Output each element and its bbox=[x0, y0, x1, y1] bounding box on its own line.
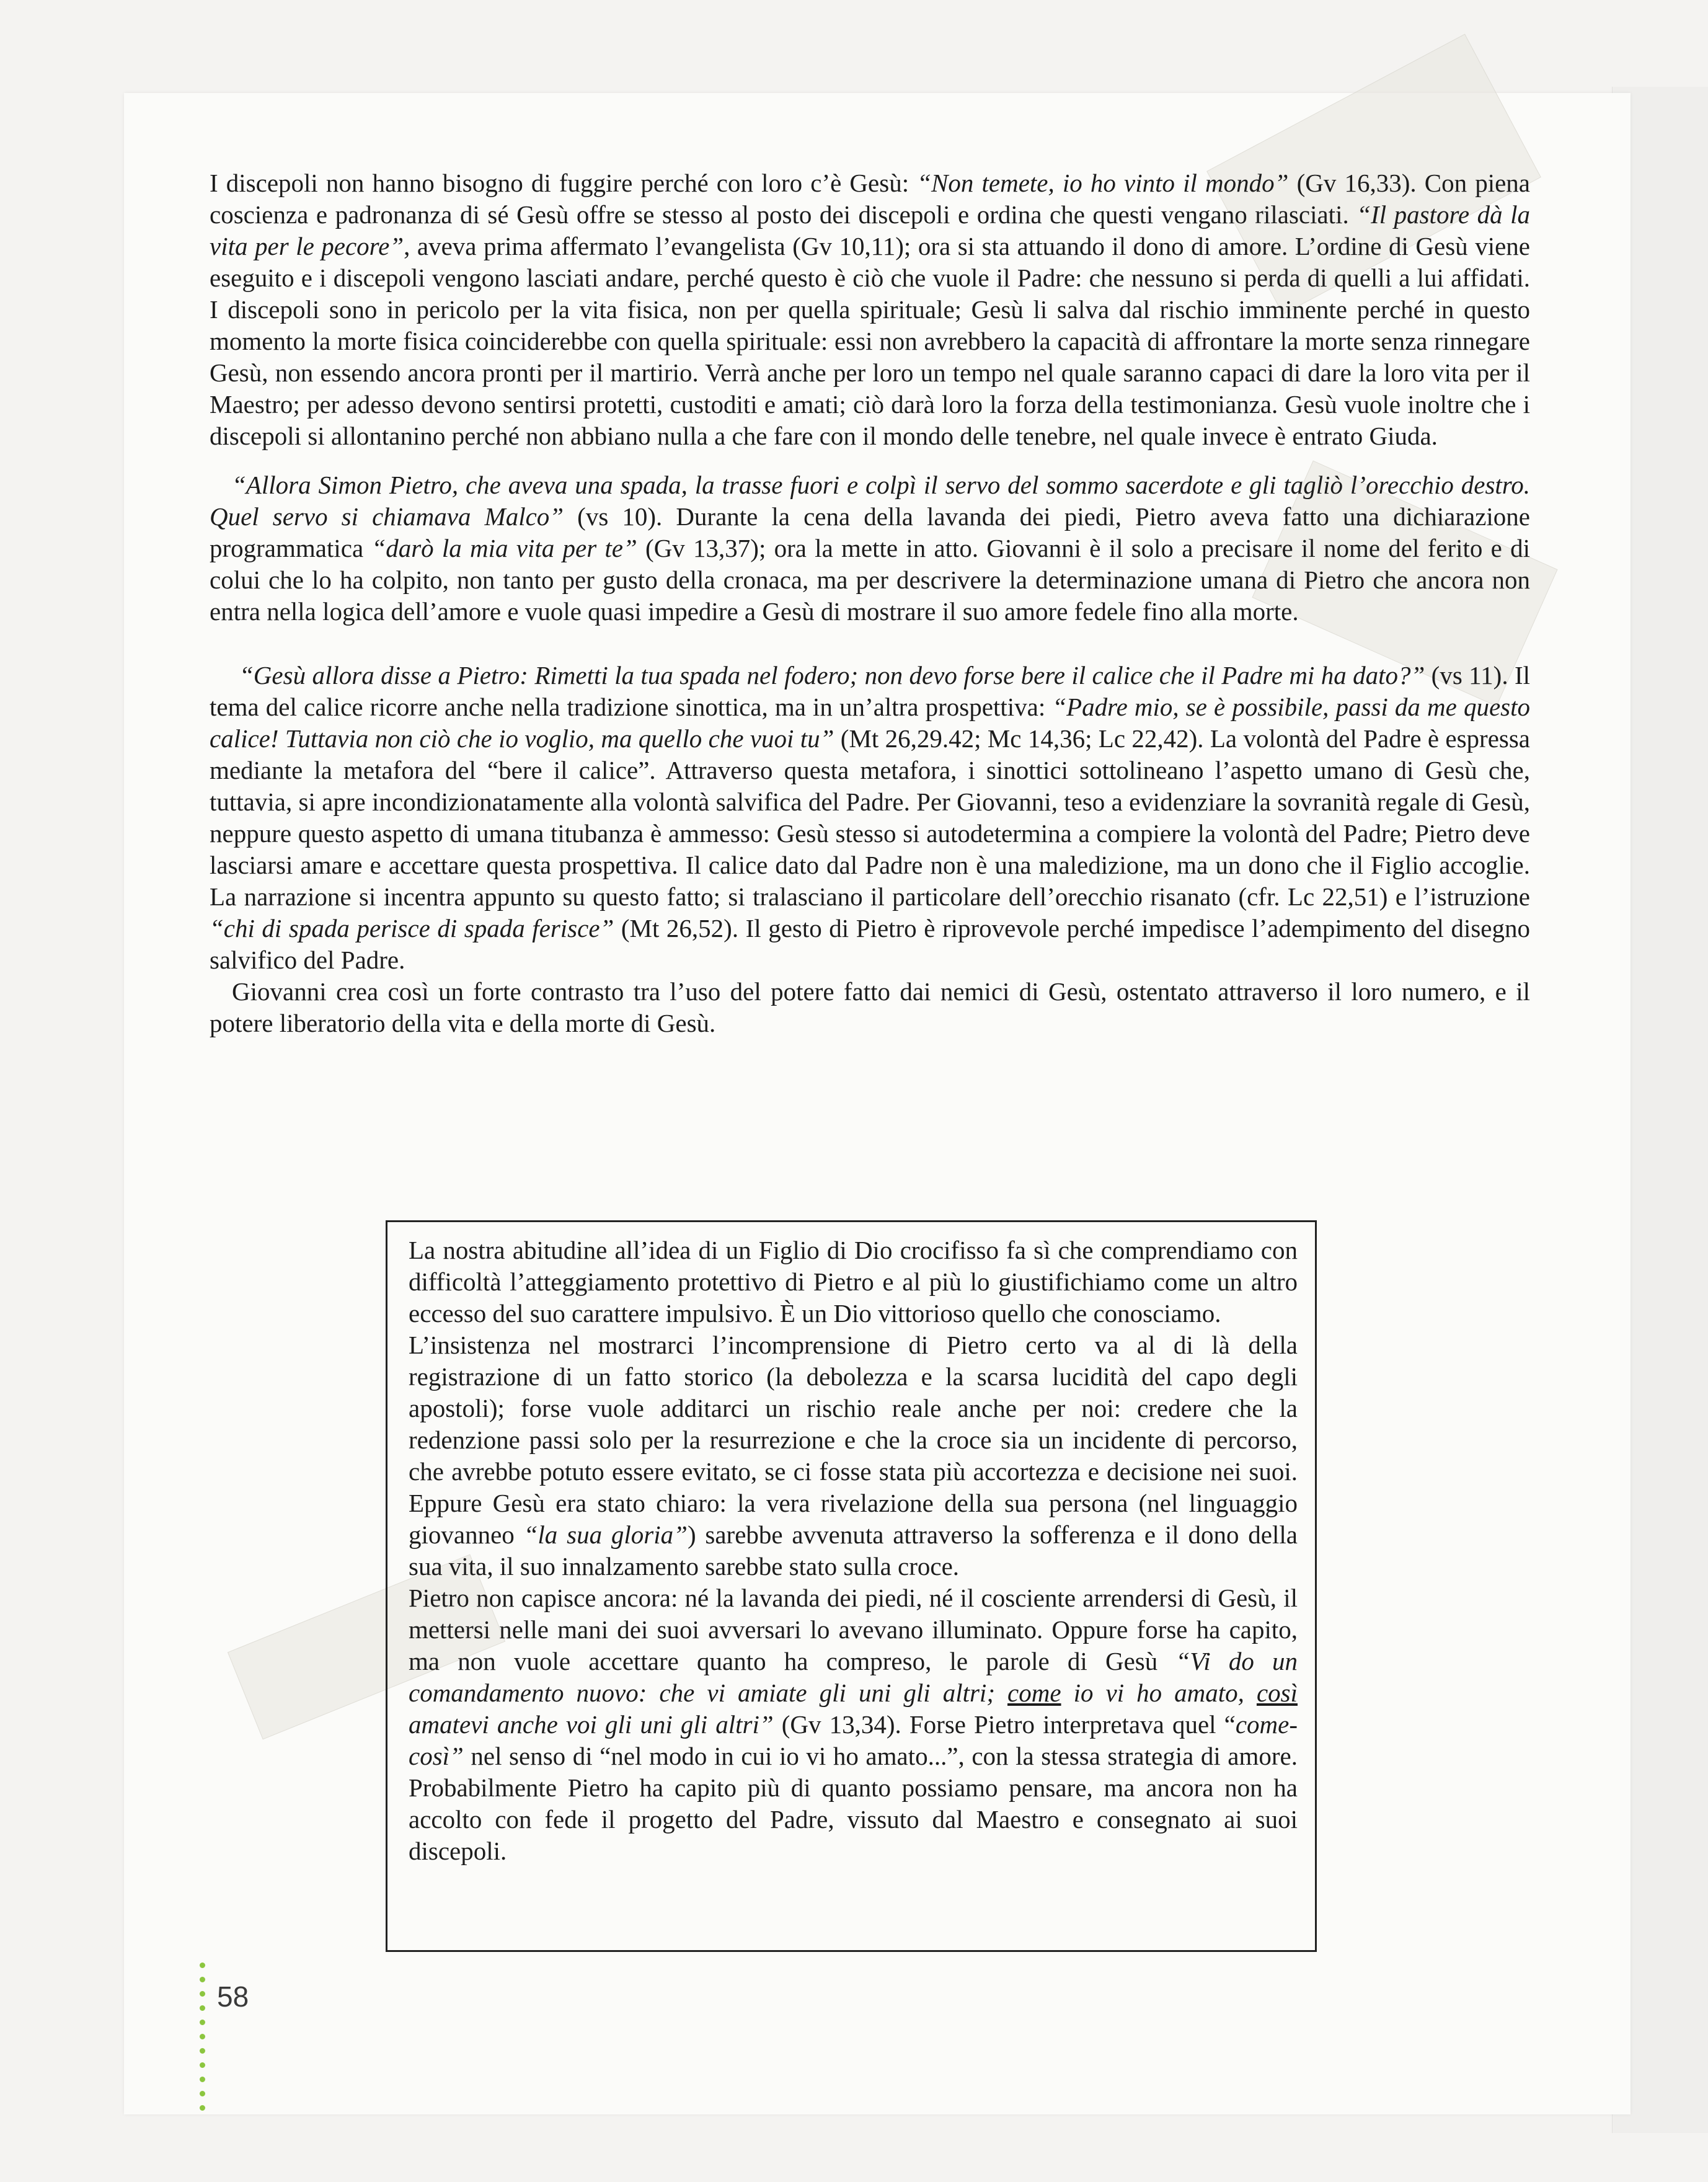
main-text bbox=[210, 167, 1530, 1039]
box-paragraph: Pietro non capisce ancora: né la lavanda dei piedi, né il cosciente arrendersi di Gesù, il mettersi nelle mani dei suoi avversari lo avevano illuminato. Oppure forse ha capito, ma non vuole accettare quanto ha compreso, le parole di Gesù “Vi do un comandamento nuovo: che vi amiate gli uni gli altri; come io vi ho amato, così amatevi anche voi gli uni gli altri” (Gv 13,34). Forse Pietro interpretava quel “come-così” nel senso di “nel modo in cui io vi ho amato...”, con la stessa strategia di amore. Probabilmente Pietro ha capito più di quanto possiamo pensare, ma ancora non ha accolto con fede il progetto del Padre, vissuto dal Maestro e consegnato ai suoi discepoli. bbox=[409, 1584, 1298, 1865]
paragraph: “Gesù allora disse a Pietro: Rimetti la tua spada nel fodero; non devo forse bere il calice che il Padre mi ha dato?” (vs 11). Il tema del calice ricorre anche nella tradizione sinottica, ma in un’altra prospettiva: “Padre mio, se è possibile, passi da me questo calice! Tuttavia non ciò che io voglio, ma quello che vuoi tu” (Mt 26,29.42; Mc 14,36; Lc 22,42). La volontà del Padre è espressa mediante la metafora del “bere il calice”. Attraverso questa metafora, i sinottici sottolineano l’aspetto umano di Gesù che, tuttavia, si apre incondizionatamente alla volontà salvifica del Padre. Per Giovanni, teso a evidenziare la sovranità regale di Gesù, neppure questo aspetto di umana titubanza è ammesso: Gesù stesso si autodetermina a compiere la volontà del Padre; Pietro deve lasciarsi amare e accettare questa prospettiva. Il calice dato dal Padre non è una maledizione, ma un dono che il Figlio accoglie. La narrazione si incentra appunto su questo fatto; si tralasciano il particolare dell’orecchio risanato (cfr. Lc 22,51) e l’istruzione “chi di spada perisce di spada ferisce” (Mt 26,52). Il gesto di Pietro è riprovevole perché impedisce l’adempimento del disegno salvifico del Padre. bbox=[210, 661, 1531, 974]
paragraph: I discepoli non hanno bisogno di fuggire perché con loro c’è Gesù: “Non temete, io ho vinto il mondo” (Gv 16,33). Con piena coscienza e padronanza di sé Gesù offre se stesso al posto dei discepoli e ordina che questi vengano rilasciati. “Il pastore dà la vita per le pecore”, aveva prima affermato l’evangelista (Gv 10,11); ora si sta attuando il dono di amore. L’ordine di Gesù viene eseguito e i discepoli vengono lasciati andare, perché questo è ciò che vuole il Padre: che nessuno si perda di quelli a lui affidati. I discepoli sono in pericolo per la vita fisica, non per quella spirituale; Gesù li salva dal rischio imminente perché in questo momento la morte fisica coinciderebbe con quella spirituale: essi non avrebbero la capacità di affrontare la morte senza rinnegare Gesù, non essendo ancora pronti per il martirio. Verrà anche per loro un tempo nel quale saranno capaci di dare la loro vita per il Maestro; per adesso devono sentirsi protetti, custoditi e amati; ciò darà loro la forza della testimonianza. Gesù vuole inoltre che i discepoli si allontanino perché non abbiano nulla a che fare con il mondo delle tenebre, nel quale invece è entrato Giuda. bbox=[210, 169, 1530, 450]
box-paragraph: La nostra abitudine all’idea di un Figlio di Dio crocifisso fa sì che comprendiamo con difficoltà l’atteggiamento protettivo di Pietro e al più lo giustifichiamo come un altro eccesso del suo carattere impulsivo. È un Dio vittorioso quello che conosciamo. bbox=[409, 1236, 1298, 1328]
paragraph: Giovanni crea così un forte contrasto tra l’uso del potere fatto dai nemici di Gesù, ostentato attraverso il loro numero, e il potere liberatorio della vita e della morte di Gesù. bbox=[210, 977, 1530, 1037]
sidebar-box bbox=[386, 1220, 1317, 1952]
paragraph: “Allora Simon Pietro, che aveva una spada, la trasse fuori e colpì il servo del sommo sacerdote e gli tagliò l’orecchio destro. Quel servo si chiamava Malco” (vs 10). Durante la cena della lavanda dei piedi, Pietro aveva fatto una dichiarazione programmatica “darò la mia vita per te” (Gv 13,37); ora la mette in atto. Giovanni è il solo a precisare il nome del ferito e di colui che lo ha colpito, non tanto per gusto della cronaca, ma per descrivere la determinazione umana di Pietro che ancora non entra nella logica dell’amore e vuole quasi impedire a Gesù di mostrare il suo amore fedele fino alla morte. bbox=[210, 471, 1531, 626]
page-number: 58 bbox=[217, 1980, 249, 2013]
dotted-margin-decoration bbox=[200, 1962, 207, 2119]
box-text bbox=[409, 1235, 1298, 1867]
box-paragraph: L’insistenza nel mostrarci l’incomprensione di Pietro certo va al di là della registrazione di un fatto storico (la debolezza e la scarsa lucidità del capo degli apostoli); forse vuole additarci un rischio reale anche per noi: credere che la redenzione passi solo per la resurrezione e che la croce sia un incidente di percorso, che avrebbe potuto essere evitato, se ci fosse stata più accortezza e decisione nei suoi. Eppure Gesù era stato chiaro: la vera rivelazione della sua persona (nel linguaggio giovanneo “la sua gloria”) sarebbe avvenuta attraverso la sofferenza e il dono della sua vita, il suo innalzamento sarebbe stato sulla croce. bbox=[409, 1331, 1298, 1581]
